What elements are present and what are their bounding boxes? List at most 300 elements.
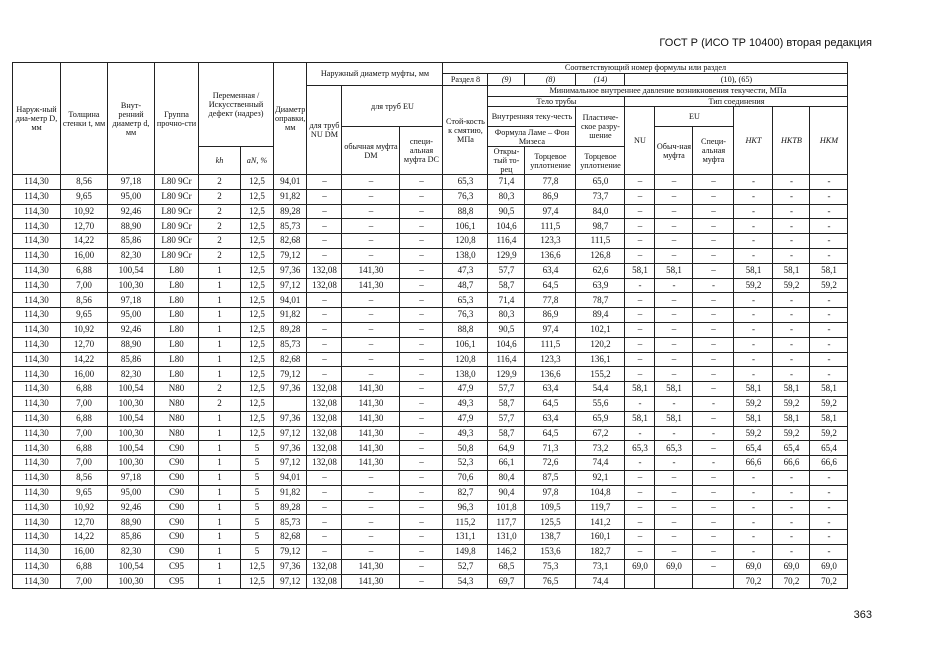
table-cell: 160,1 bbox=[576, 530, 625, 545]
table-row bbox=[13, 426, 848, 441]
table-cell: 100,30 bbox=[108, 574, 155, 589]
table-cell: – bbox=[400, 382, 443, 397]
table-cell: – bbox=[655, 530, 693, 545]
table-cell: 138,0 bbox=[443, 249, 488, 264]
table-cell: 1 bbox=[199, 456, 241, 471]
table-cell: – bbox=[307, 234, 342, 249]
table-cell: – bbox=[400, 293, 443, 308]
table-cell: 85,86 bbox=[108, 352, 155, 367]
table-cell: 114,30 bbox=[13, 337, 61, 352]
table-cell: 86,9 bbox=[525, 308, 576, 323]
table-cell: - bbox=[773, 367, 810, 382]
table-cell: 73,7 bbox=[576, 189, 625, 204]
table-cell: 1 bbox=[199, 530, 241, 545]
table-cell: – bbox=[400, 544, 443, 559]
table-cell: - bbox=[810, 293, 848, 308]
table-cell: 98,7 bbox=[576, 219, 625, 234]
table-cell: - bbox=[773, 500, 810, 515]
table-cell: 12,5 bbox=[241, 397, 274, 412]
table-cell: 58,1 bbox=[810, 382, 848, 397]
table-cell: 106,1 bbox=[443, 337, 488, 352]
table-cell: – bbox=[307, 175, 342, 190]
table-cell: 97,12 bbox=[274, 456, 307, 471]
table-cell: 70,2 bbox=[810, 574, 848, 589]
table-cell: – bbox=[342, 367, 400, 382]
col-header-capped-end-1: Торцевое уплотнение bbox=[525, 147, 576, 175]
table-cell: 8,56 bbox=[61, 471, 108, 486]
table-cell: 7,00 bbox=[61, 574, 108, 589]
table-row bbox=[13, 397, 848, 412]
col-header-f9: (9) bbox=[488, 74, 525, 86]
table-cell: 146,2 bbox=[488, 544, 525, 559]
table-cell: 132,08 bbox=[307, 456, 342, 471]
col-header-eu-group: для труб EU bbox=[342, 86, 443, 127]
table-cell: – bbox=[655, 485, 693, 500]
table-cell: – bbox=[307, 352, 342, 367]
table-cell: 63,4 bbox=[525, 411, 576, 426]
table-cell: 97,36 bbox=[274, 382, 307, 397]
table-cell: 74,4 bbox=[576, 574, 625, 589]
table-cell: 12,5 bbox=[241, 263, 274, 278]
table-cell: - bbox=[734, 234, 773, 249]
table-cell: – bbox=[400, 426, 443, 441]
table-cell: – bbox=[693, 189, 734, 204]
table-cell: 65,4 bbox=[773, 441, 810, 456]
table-cell: - bbox=[773, 234, 810, 249]
table-cell: L80 bbox=[155, 337, 199, 352]
table-cell: – bbox=[400, 175, 443, 190]
table-cell: 88,8 bbox=[443, 204, 488, 219]
table-cell: 65,3 bbox=[655, 441, 693, 456]
table-cell: 141,30 bbox=[342, 559, 400, 574]
table-cell: 63,9 bbox=[576, 278, 625, 293]
table-cell: – bbox=[693, 323, 734, 338]
table-cell: 132,08 bbox=[307, 411, 342, 426]
table-cell: 12,70 bbox=[61, 337, 108, 352]
table-cell: 94,01 bbox=[274, 293, 307, 308]
table-cell: 10,92 bbox=[61, 323, 108, 338]
table-cell: 77,8 bbox=[525, 175, 576, 190]
table-cell: - bbox=[693, 426, 734, 441]
table-cell: 69,0 bbox=[625, 559, 655, 574]
table-cell: - bbox=[625, 456, 655, 471]
table-cell: 100,54 bbox=[108, 411, 155, 426]
table-cell: 59,2 bbox=[773, 426, 810, 441]
table-cell: - bbox=[773, 544, 810, 559]
table-cell: - bbox=[810, 544, 848, 559]
table-cell: 91,82 bbox=[274, 189, 307, 204]
table-cell: 92,46 bbox=[108, 500, 155, 515]
table-cell: 114,30 bbox=[13, 515, 61, 530]
table-cell: 12,5 bbox=[241, 426, 274, 441]
table-cell: 12,5 bbox=[241, 382, 274, 397]
table-cell: – bbox=[400, 574, 443, 589]
table-cell: 114,30 bbox=[13, 189, 61, 204]
table-cell: C95 bbox=[155, 559, 199, 574]
table-cell: – bbox=[693, 530, 734, 545]
table-cell: 97,36 bbox=[274, 263, 307, 278]
table-cell: 14,22 bbox=[61, 234, 108, 249]
table-cell: 1 bbox=[199, 293, 241, 308]
table-cell: 100,30 bbox=[108, 456, 155, 471]
table-cell: 59,2 bbox=[810, 426, 848, 441]
table-cell: – bbox=[342, 500, 400, 515]
table-cell: 120,2 bbox=[576, 337, 625, 352]
table-cell: – bbox=[307, 219, 342, 234]
table-cell: 136,6 bbox=[525, 249, 576, 264]
table-cell: 129,9 bbox=[488, 249, 525, 264]
table-cell: 132,08 bbox=[307, 441, 342, 456]
col-header-eu-special: специ-альная муфта DC bbox=[400, 127, 443, 175]
table-cell: 120,8 bbox=[443, 234, 488, 249]
table-cell: C90 bbox=[155, 485, 199, 500]
table-cell: – bbox=[400, 515, 443, 530]
table-cell: - bbox=[773, 189, 810, 204]
table-cell: 2 bbox=[199, 204, 241, 219]
table-cell: 5 bbox=[241, 441, 274, 456]
table-cell: 1 bbox=[199, 441, 241, 456]
table-cell: – bbox=[693, 249, 734, 264]
table-cell: 141,30 bbox=[342, 426, 400, 441]
table-cell: 59,2 bbox=[810, 397, 848, 412]
table-cell: C95 bbox=[155, 574, 199, 589]
table-cell: 114,30 bbox=[13, 574, 61, 589]
table-cell: 47,3 bbox=[443, 263, 488, 278]
table-cell: 12,5 bbox=[241, 337, 274, 352]
table-cell: - bbox=[734, 485, 773, 500]
table-cell: N80 bbox=[155, 411, 199, 426]
table-cell: – bbox=[400, 278, 443, 293]
table-cell: 1 bbox=[199, 278, 241, 293]
table-cell: - bbox=[810, 471, 848, 486]
table-cell: – bbox=[693, 559, 734, 574]
table-cell: 94,01 bbox=[274, 471, 307, 486]
col-header-mandrel: Диаметр оправки, мм bbox=[274, 63, 307, 175]
table-cell: 132,08 bbox=[307, 559, 342, 574]
table-cell: 114,30 bbox=[13, 263, 61, 278]
table-cell: 1 bbox=[199, 352, 241, 367]
table-cell: - bbox=[734, 323, 773, 338]
table-cell: 114,30 bbox=[13, 278, 61, 293]
table-cell: 86,9 bbox=[525, 189, 576, 204]
table-cell: 9,65 bbox=[61, 308, 108, 323]
table-cell: 65,0 bbox=[576, 175, 625, 190]
table-cell: 58,1 bbox=[773, 411, 810, 426]
table-cell: – bbox=[693, 308, 734, 323]
table-cell: 59,2 bbox=[773, 278, 810, 293]
table-cell: 141,30 bbox=[342, 382, 400, 397]
table-cell: 97,18 bbox=[108, 471, 155, 486]
table-cell: 85,73 bbox=[274, 515, 307, 530]
col-header-od: Наруж-ный диа-метр D, мм bbox=[13, 63, 61, 175]
table-cell: 66,6 bbox=[734, 456, 773, 471]
table-cell: 2 bbox=[199, 189, 241, 204]
col-header-f8: (8) bbox=[525, 74, 576, 86]
table-cell: 75,3 bbox=[525, 559, 576, 574]
table-cell: - bbox=[625, 278, 655, 293]
table-cell: 47,9 bbox=[443, 382, 488, 397]
table-cell: 126,8 bbox=[576, 249, 625, 264]
table-row bbox=[13, 574, 848, 589]
table-cell: – bbox=[307, 323, 342, 338]
table-cell: 100,30 bbox=[108, 278, 155, 293]
table-cell: – bbox=[693, 485, 734, 500]
table-cell: – bbox=[693, 293, 734, 308]
table-cell: 7,00 bbox=[61, 278, 108, 293]
table-cell: 89,28 bbox=[274, 204, 307, 219]
table-cell: 2 bbox=[199, 249, 241, 264]
table-cell: - bbox=[810, 323, 848, 338]
table-cell: 141,30 bbox=[342, 456, 400, 471]
table-cell: - bbox=[810, 530, 848, 545]
table-cell: - bbox=[734, 337, 773, 352]
table-row bbox=[13, 234, 848, 249]
table-cell: 111,5 bbox=[525, 219, 576, 234]
table-cell: 7,00 bbox=[61, 456, 108, 471]
table-cell: C90 bbox=[155, 456, 199, 471]
table-cell: 97,4 bbox=[525, 204, 576, 219]
table-cell: – bbox=[307, 308, 342, 323]
table-cell: – bbox=[625, 337, 655, 352]
table-cell: – bbox=[693, 337, 734, 352]
table-cell: 73,2 bbox=[576, 441, 625, 456]
table-cell: 114,30 bbox=[13, 544, 61, 559]
table-cell: 76,3 bbox=[443, 308, 488, 323]
table-cell: 16,00 bbox=[61, 249, 108, 264]
table-cell: – bbox=[655, 337, 693, 352]
table-cell: 1 bbox=[199, 544, 241, 559]
table-cell: 58,1 bbox=[655, 411, 693, 426]
table-cell: – bbox=[342, 323, 400, 338]
table-cell: 82,30 bbox=[108, 544, 155, 559]
col-header-open-end: Откры-тый то-рец bbox=[488, 147, 525, 175]
table-cell: – bbox=[342, 544, 400, 559]
table-cell: 117,7 bbox=[488, 515, 525, 530]
table-cell: 6,88 bbox=[61, 263, 108, 278]
table-cell: 88,90 bbox=[108, 219, 155, 234]
table-cell: - bbox=[810, 219, 848, 234]
table-cell: 141,30 bbox=[342, 397, 400, 412]
table-cell: – bbox=[307, 367, 342, 382]
table-cell: – bbox=[625, 352, 655, 367]
table-cell: 49,3 bbox=[443, 426, 488, 441]
table-cell: – bbox=[342, 234, 400, 249]
table-cell: 1 bbox=[199, 323, 241, 338]
table-cell: - bbox=[773, 485, 810, 500]
table-cell: 70,6 bbox=[443, 471, 488, 486]
col-header-collapse: Стой-кость к смятию, МПа bbox=[443, 86, 488, 175]
table-cell: - bbox=[810, 175, 848, 190]
table-cell: 64,5 bbox=[525, 426, 576, 441]
table-cell: 132,08 bbox=[307, 574, 342, 589]
table-cell: 79,12 bbox=[274, 249, 307, 264]
table-cell: – bbox=[655, 189, 693, 204]
table-cell: – bbox=[693, 411, 734, 426]
table-cell: 132,08 bbox=[307, 278, 342, 293]
table-cell: - bbox=[693, 278, 734, 293]
table-cell: 114,30 bbox=[13, 308, 61, 323]
table-cell: 58,1 bbox=[734, 411, 773, 426]
table-cell: – bbox=[400, 500, 443, 515]
table-cell: 100,30 bbox=[108, 426, 155, 441]
table-row bbox=[13, 441, 848, 456]
table-cell: – bbox=[400, 189, 443, 204]
table-cell: – bbox=[655, 293, 693, 308]
table-row bbox=[13, 485, 848, 500]
table-cell: 59,2 bbox=[773, 397, 810, 412]
table-cell: 12,5 bbox=[241, 559, 274, 574]
table-cell: - bbox=[734, 204, 773, 219]
table-cell: 59,2 bbox=[734, 426, 773, 441]
table-cell: 2 bbox=[199, 234, 241, 249]
table-row bbox=[13, 189, 848, 204]
table-cell: 65,3 bbox=[443, 175, 488, 190]
table-cell: C90 bbox=[155, 544, 199, 559]
table-cell: – bbox=[342, 308, 400, 323]
table-cell: - bbox=[810, 485, 848, 500]
table-cell: 6,88 bbox=[61, 411, 108, 426]
table-cell: 58,1 bbox=[810, 263, 848, 278]
table-cell: 114,30 bbox=[13, 382, 61, 397]
table-cell: 106,1 bbox=[443, 219, 488, 234]
table-cell: 65,4 bbox=[734, 441, 773, 456]
table-cell: 67,2 bbox=[576, 426, 625, 441]
table-cell: 114,30 bbox=[13, 293, 61, 308]
table-cell: 153,6 bbox=[525, 544, 576, 559]
table-cell: – bbox=[342, 471, 400, 486]
table-cell: 64,5 bbox=[525, 397, 576, 412]
table-cell: - bbox=[810, 352, 848, 367]
table-cell: – bbox=[400, 397, 443, 412]
table-cell: 65,9 bbox=[576, 411, 625, 426]
table-cell: 2 bbox=[199, 175, 241, 190]
table-cell: – bbox=[625, 189, 655, 204]
table-cell: C90 bbox=[155, 500, 199, 515]
table-cell: - bbox=[734, 308, 773, 323]
table-cell: 114,30 bbox=[13, 397, 61, 412]
table-cell: – bbox=[625, 500, 655, 515]
table-cell: 58,1 bbox=[625, 411, 655, 426]
table-cell: - bbox=[734, 544, 773, 559]
table-cell: 64,5 bbox=[525, 278, 576, 293]
table-row bbox=[13, 471, 848, 486]
table-cell: 92,46 bbox=[108, 323, 155, 338]
table-cell: – bbox=[625, 234, 655, 249]
table-cell: – bbox=[307, 530, 342, 545]
table-row bbox=[13, 293, 848, 308]
table-cell: 114,30 bbox=[13, 500, 61, 515]
table-cell: 8,56 bbox=[61, 175, 108, 190]
table-row bbox=[13, 530, 848, 545]
table-cell: 89,28 bbox=[274, 323, 307, 338]
table-cell: – bbox=[342, 515, 400, 530]
table-cell: – bbox=[693, 204, 734, 219]
table-cell: – bbox=[625, 293, 655, 308]
table-row bbox=[13, 515, 848, 530]
table-cell: – bbox=[625, 515, 655, 530]
table-cell: 12,5 bbox=[241, 219, 274, 234]
table-cell: 12,5 bbox=[241, 367, 274, 382]
table-cell: 7,00 bbox=[61, 426, 108, 441]
table-cell: 69,0 bbox=[734, 559, 773, 574]
table-cell: 1 bbox=[199, 559, 241, 574]
table-cell: 59,2 bbox=[810, 278, 848, 293]
table-cell: 125,5 bbox=[525, 515, 576, 530]
table-cell: 97,18 bbox=[108, 175, 155, 190]
table-cell: 5 bbox=[241, 485, 274, 500]
table-cell: 14,22 bbox=[61, 530, 108, 545]
table-cell: 12,5 bbox=[241, 323, 274, 338]
table-cell: 12,5 bbox=[241, 411, 274, 426]
col-header-eu-spec2: Специ-альная муфта bbox=[693, 127, 734, 175]
table-cell: 82,68 bbox=[274, 234, 307, 249]
table-cell: 123,3 bbox=[525, 234, 576, 249]
table-cell: 141,30 bbox=[342, 411, 400, 426]
table-cell: 58,1 bbox=[625, 382, 655, 397]
table-cell: – bbox=[307, 189, 342, 204]
table-cell: – bbox=[400, 559, 443, 574]
table-cell: – bbox=[625, 544, 655, 559]
table-cell: – bbox=[693, 175, 734, 190]
table-cell: 85,73 bbox=[274, 337, 307, 352]
table-cell: 79,12 bbox=[274, 367, 307, 382]
table-cell: 71,4 bbox=[488, 293, 525, 308]
table-cell bbox=[274, 397, 307, 412]
table-cell: 7,00 bbox=[61, 397, 108, 412]
table-cell: 100,54 bbox=[108, 441, 155, 456]
table-cell: L80 bbox=[155, 263, 199, 278]
table-cell: 92,46 bbox=[108, 204, 155, 219]
table-cell: 16,00 bbox=[61, 544, 108, 559]
table-cell: – bbox=[307, 337, 342, 352]
table-row bbox=[13, 249, 848, 264]
table-cell: 82,30 bbox=[108, 249, 155, 264]
col-header-an: aN, % bbox=[241, 147, 274, 175]
table-cell: 97,36 bbox=[274, 411, 307, 426]
table-cell: 104,6 bbox=[488, 219, 525, 234]
table-cell: 12,70 bbox=[61, 515, 108, 530]
table-cell: – bbox=[342, 352, 400, 367]
table-cell: 79,12 bbox=[274, 544, 307, 559]
table-cell: 2 bbox=[199, 219, 241, 234]
table-cell: – bbox=[400, 308, 443, 323]
table-cell: C90 bbox=[155, 515, 199, 530]
table-row bbox=[13, 278, 848, 293]
table-cell: 74,4 bbox=[576, 456, 625, 471]
col-header-defect: Переменная /Искусственный дефект (надрез) bbox=[199, 63, 274, 147]
table-cell: 100,30 bbox=[108, 397, 155, 412]
table-cell: 114,30 bbox=[13, 204, 61, 219]
table-cell: 1 bbox=[199, 500, 241, 515]
table-cell: - bbox=[734, 500, 773, 515]
table-cell: N80 bbox=[155, 426, 199, 441]
col-header-plastic: Пластиче-ское разру-шение bbox=[576, 107, 625, 147]
table-cell: 8,56 bbox=[61, 293, 108, 308]
col-header-corresponding: Соответствующий номер формулы или раздел bbox=[443, 63, 848, 74]
table-cell: 97,12 bbox=[274, 426, 307, 441]
col-header-hkm: НКМ bbox=[810, 107, 848, 175]
table-cell: 12,5 bbox=[241, 308, 274, 323]
table-cell: 90,5 bbox=[488, 204, 525, 219]
table-cell: 62,6 bbox=[576, 263, 625, 278]
col-header-sec8: Раздел 8 bbox=[443, 74, 488, 86]
table-cell: - bbox=[773, 219, 810, 234]
col-header-nu2: NU bbox=[625, 107, 655, 175]
table-cell: 94,01 bbox=[274, 175, 307, 190]
table-cell: 12,5 bbox=[241, 352, 274, 367]
table-cell: – bbox=[625, 175, 655, 190]
table-cell: 65,4 bbox=[810, 441, 848, 456]
